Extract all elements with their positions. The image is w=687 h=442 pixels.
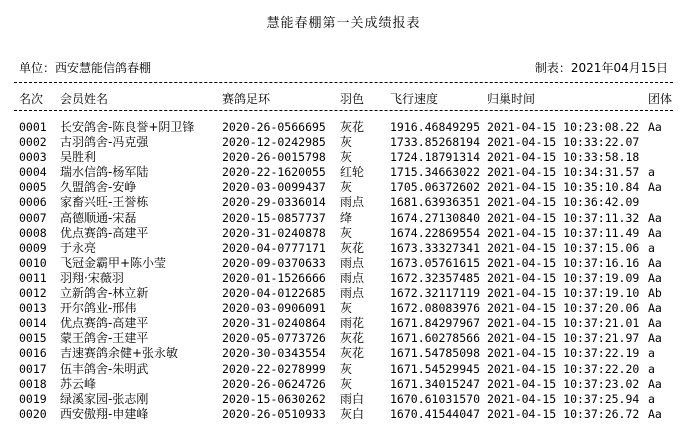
table-row: [0, 165, 687, 180]
cell-speed: 1671.84297967: [390, 316, 481, 331]
cell-time: 2021-04-15 10:37:22.19: [487, 346, 640, 361]
table-row: [0, 226, 687, 241]
cell-team: a: [648, 361, 655, 376]
cell-ring: 2020-04-0122685: [222, 286, 326, 301]
unit-label: 单位：西安慧能信鸽春棚: [19, 61, 152, 75]
cell-ring: 2020-22-1620055: [222, 165, 326, 180]
cell-time: 2021-04-15 10:35:10.84: [487, 180, 640, 195]
cell-ring: 2020-26-0510933: [222, 406, 326, 421]
cell-color: 绛: [340, 210, 353, 225]
cell-speed: 1671.34015247: [390, 376, 481, 391]
cell-rank: 0012: [19, 286, 47, 301]
cell-ring: 2020-15-0630262: [222, 391, 326, 406]
cell-rank: 0001: [19, 120, 47, 134]
table-row: [0, 241, 687, 256]
cell-color: 灰白: [340, 406, 365, 421]
cell-time: 2021-04-15 10:37:21.01: [487, 316, 640, 331]
cell-team: Aa: [648, 301, 662, 316]
cell-color: 雨花: [340, 316, 365, 331]
cell-ring: 2020-31-0240864: [222, 316, 326, 331]
header-name: 会员姓名: [60, 92, 109, 106]
cell-time: 2021-04-15 10:37:11.32: [487, 210, 640, 225]
cell-rank: 0016: [19, 346, 47, 361]
cell-ring: 2020-03-0099437: [222, 180, 326, 195]
cell-time: 2021-04-15 10:37:16.16: [487, 255, 640, 270]
cell-name: 绿溪家园-张志刚: [60, 391, 149, 406]
cell-color: 灰花: [340, 120, 365, 134]
cell-time: 2021-04-15 10:34:31.57: [487, 165, 640, 180]
cell-name: 于永亮: [60, 240, 97, 255]
cell-team: Aa: [648, 331, 662, 346]
table-row: [0, 135, 687, 150]
header-color: 羽色: [340, 92, 365, 106]
cell-name: 苏云峰: [60, 376, 97, 391]
cell-rank: 0015: [19, 331, 47, 346]
table-row: [0, 301, 687, 316]
cell-time: 2021-04-15 10:37:15.06: [487, 240, 640, 255]
top-divider: [14, 82, 673, 83]
cell-time: 2021-04-15 10:37:11.49: [487, 225, 640, 240]
header-divider: [14, 110, 673, 111]
cell-rank: 0019: [19, 391, 47, 406]
cell-team: Aa: [648, 316, 662, 331]
cell-ring: 2020-29-0336014: [222, 195, 326, 210]
cell-ring: 2020-15-0857737: [222, 210, 326, 225]
cell-name: 吴胜利: [60, 150, 97, 165]
made-date-label: 制表：2021年04月15日: [534, 61, 668, 75]
cell-rank: 0006: [19, 195, 47, 210]
cell-name: 瑞水信鸽-杨军陆: [60, 165, 149, 180]
cell-team: Aa: [648, 210, 662, 225]
cell-name: 吉速赛鸽余健+张永敏: [60, 346, 179, 361]
cell-rank: 0004: [19, 165, 47, 180]
cell-speed: 1672.08083976: [390, 301, 481, 316]
table-row: [0, 331, 687, 346]
cell-name: 古羽鸽舍-冯克强: [60, 135, 149, 150]
cell-speed: 1671.54529945: [390, 361, 481, 376]
table-row: [0, 377, 687, 392]
cell-speed: 1671.54785098: [390, 346, 481, 361]
cell-name: 伍丰鸽舍-朱明武: [60, 361, 149, 376]
cell-speed: 1672.32117119: [390, 286, 481, 301]
table-row: [0, 392, 687, 407]
cell-ring: 2020-12-0242985: [222, 135, 326, 150]
cell-ring: 2020-09-0370633: [222, 255, 326, 270]
cell-color: 灰: [340, 301, 353, 316]
table-row: [0, 407, 687, 422]
header-speed: 飞行速度: [390, 92, 439, 106]
cell-rank: 0017: [19, 361, 47, 376]
cell-ring: 2020-01-1526666: [222, 270, 326, 285]
table-row: [0, 150, 687, 165]
cell-name: 蒙王鸽舍-王建平: [60, 331, 149, 346]
cell-name: 飞冠金霸甲+陈小莹: [60, 255, 167, 270]
cell-speed: 1715.34663022: [390, 165, 481, 180]
cell-color: 灰花: [340, 346, 365, 361]
header-team: 团体: [648, 92, 673, 106]
cell-color: 灰: [340, 150, 353, 165]
cell-rank: 0008: [19, 225, 47, 240]
cell-team: a: [648, 346, 655, 361]
cell-speed: 1674.22869554: [390, 225, 481, 240]
cell-color: 灰: [340, 180, 353, 195]
cell-speed: 1733.85268194: [390, 135, 481, 150]
cell-rank: 0002: [19, 135, 47, 150]
cell-name: 长安鸽舍-陈良誉+阴卫锋: [60, 120, 195, 134]
table-row: [0, 195, 687, 210]
cell-team: Aa: [648, 255, 662, 270]
cell-time: 2021-04-15 10:33:58.18: [487, 150, 640, 165]
cell-time: 2021-04-15 10:37:21.97: [487, 331, 640, 346]
cell-name: 羽翔·宋薇羽: [60, 270, 124, 285]
cell-team: Aa: [648, 180, 662, 195]
header-ring: 赛鸽足环: [222, 92, 271, 106]
table-row: [0, 211, 687, 226]
table-row: [0, 256, 687, 271]
cell-team: Aa: [648, 406, 662, 421]
cell-time: 2021-04-15 10:37:25.94: [487, 391, 640, 406]
cell-name: 久盟鸽舍-安峥: [60, 180, 137, 195]
cell-color: 灰花: [340, 240, 365, 255]
cell-rank: 0009: [19, 240, 47, 255]
table-header: [0, 90, 687, 106]
cell-time: 2021-04-15 10:37:20.06: [487, 301, 640, 316]
cell-rank: 0003: [19, 150, 47, 165]
cell-rank: 0005: [19, 180, 47, 195]
cell-time: 2021-04-15 10:23:08.22: [487, 120, 640, 134]
cell-name: 家畜兴旺-王誉栋: [60, 195, 149, 210]
cell-ring: 2020-05-0773726: [222, 331, 326, 346]
cell-time: 2021-04-15 10:37:19.10: [487, 286, 640, 301]
table-row: [0, 180, 687, 195]
cell-name: 高德顺通-宋磊: [60, 210, 137, 225]
cell-team: Aa: [648, 376, 662, 391]
cell-speed: 1670.41544047: [390, 406, 481, 421]
cell-rank: 0007: [19, 210, 47, 225]
cell-rank: 0020: [19, 406, 47, 421]
cell-color: 雨点: [340, 270, 365, 285]
cell-color: 雨点: [340, 255, 365, 270]
cell-ring: 2020-03-0906091: [222, 301, 326, 316]
cell-team: a: [648, 240, 655, 255]
cell-time: 2021-04-15 10:37:26.72: [487, 406, 640, 421]
cell-color: 灰花: [340, 331, 365, 346]
cell-ring: 2020-22-0278999: [222, 361, 326, 376]
cell-color: 雨点: [340, 286, 365, 301]
cell-speed: 1681.63936351: [390, 195, 481, 210]
cell-name: 开尔鸽业-邢伟: [60, 301, 137, 316]
cell-team: Aa: [648, 270, 662, 285]
cell-rank: 0010: [19, 255, 47, 270]
cell-speed: 1673.05761615: [390, 255, 481, 270]
cell-speed: 1672.32357485: [390, 270, 481, 285]
cell-name: 西安傲翔-申建峰: [60, 406, 149, 421]
cell-name: 立新鸽舍-林立新: [60, 286, 149, 301]
cell-rank: 0018: [19, 376, 47, 391]
table-row: [0, 120, 687, 135]
cell-time: 2021-04-15 10:37:19.09: [487, 270, 640, 285]
cell-color: 灰: [340, 135, 353, 150]
cell-color: 灰: [340, 361, 353, 376]
cell-speed: 1673.33327341: [390, 240, 481, 255]
cell-name: 优点赛鸽-高建平: [60, 316, 149, 331]
table-row: [0, 346, 687, 361]
cell-rank: 0014: [19, 316, 47, 331]
cell-speed: 1671.60278566: [390, 331, 481, 346]
header-rank: 名次: [19, 92, 44, 106]
cell-speed: 1674.27130840: [390, 210, 481, 225]
cell-speed: 1705.06372602: [390, 180, 481, 195]
cell-ring: 2020-30-0343554: [222, 346, 326, 361]
report-title: 慧能春棚第一关成绩报表: [266, 16, 421, 31]
cell-ring: 2020-26-0015798: [222, 150, 326, 165]
cell-rank: 0011: [19, 270, 47, 285]
table-row: [0, 362, 687, 377]
cell-rank: 0013: [19, 301, 47, 316]
cell-ring: 2020-26-0624726: [222, 376, 326, 391]
cell-ring: 2020-31-0240878: [222, 225, 326, 240]
cell-team: Aa: [648, 225, 662, 240]
table-row: [0, 286, 687, 301]
cell-team: Aa: [648, 120, 662, 134]
cell-speed: 1670.61031570: [390, 391, 481, 406]
cell-team: a: [648, 165, 655, 180]
cell-ring: 2020-04-0777171: [222, 240, 326, 255]
cell-color: 灰: [340, 225, 353, 240]
cell-team: Ab: [648, 286, 662, 301]
cell-speed: 1724.18791314: [390, 150, 481, 165]
cell-time: 2021-04-15 10:36:42.09: [487, 195, 640, 210]
table-row: [0, 316, 687, 331]
cell-speed: 1916.46849295: [390, 120, 481, 134]
table-row: [0, 271, 687, 286]
cell-time: 2021-04-15 10:37:22.20: [487, 361, 640, 376]
cell-name: 优点赛鸽-高建平: [60, 225, 149, 240]
cell-color: 雨点: [340, 195, 365, 210]
results-table: [0, 120, 687, 422]
cell-color: 红轮: [340, 165, 365, 180]
cell-team: a: [648, 391, 655, 406]
cell-time: 2021-04-15 10:37:23.02: [487, 376, 640, 391]
cell-color: 雨白: [340, 391, 365, 406]
cell-ring: 2020-26-0566695: [222, 120, 326, 134]
cell-color: 灰: [340, 376, 353, 391]
report-meta: [19, 59, 668, 76]
header-time: 归巢时间: [487, 92, 536, 106]
cell-time: 2021-04-15 10:33:22.07: [487, 135, 640, 150]
